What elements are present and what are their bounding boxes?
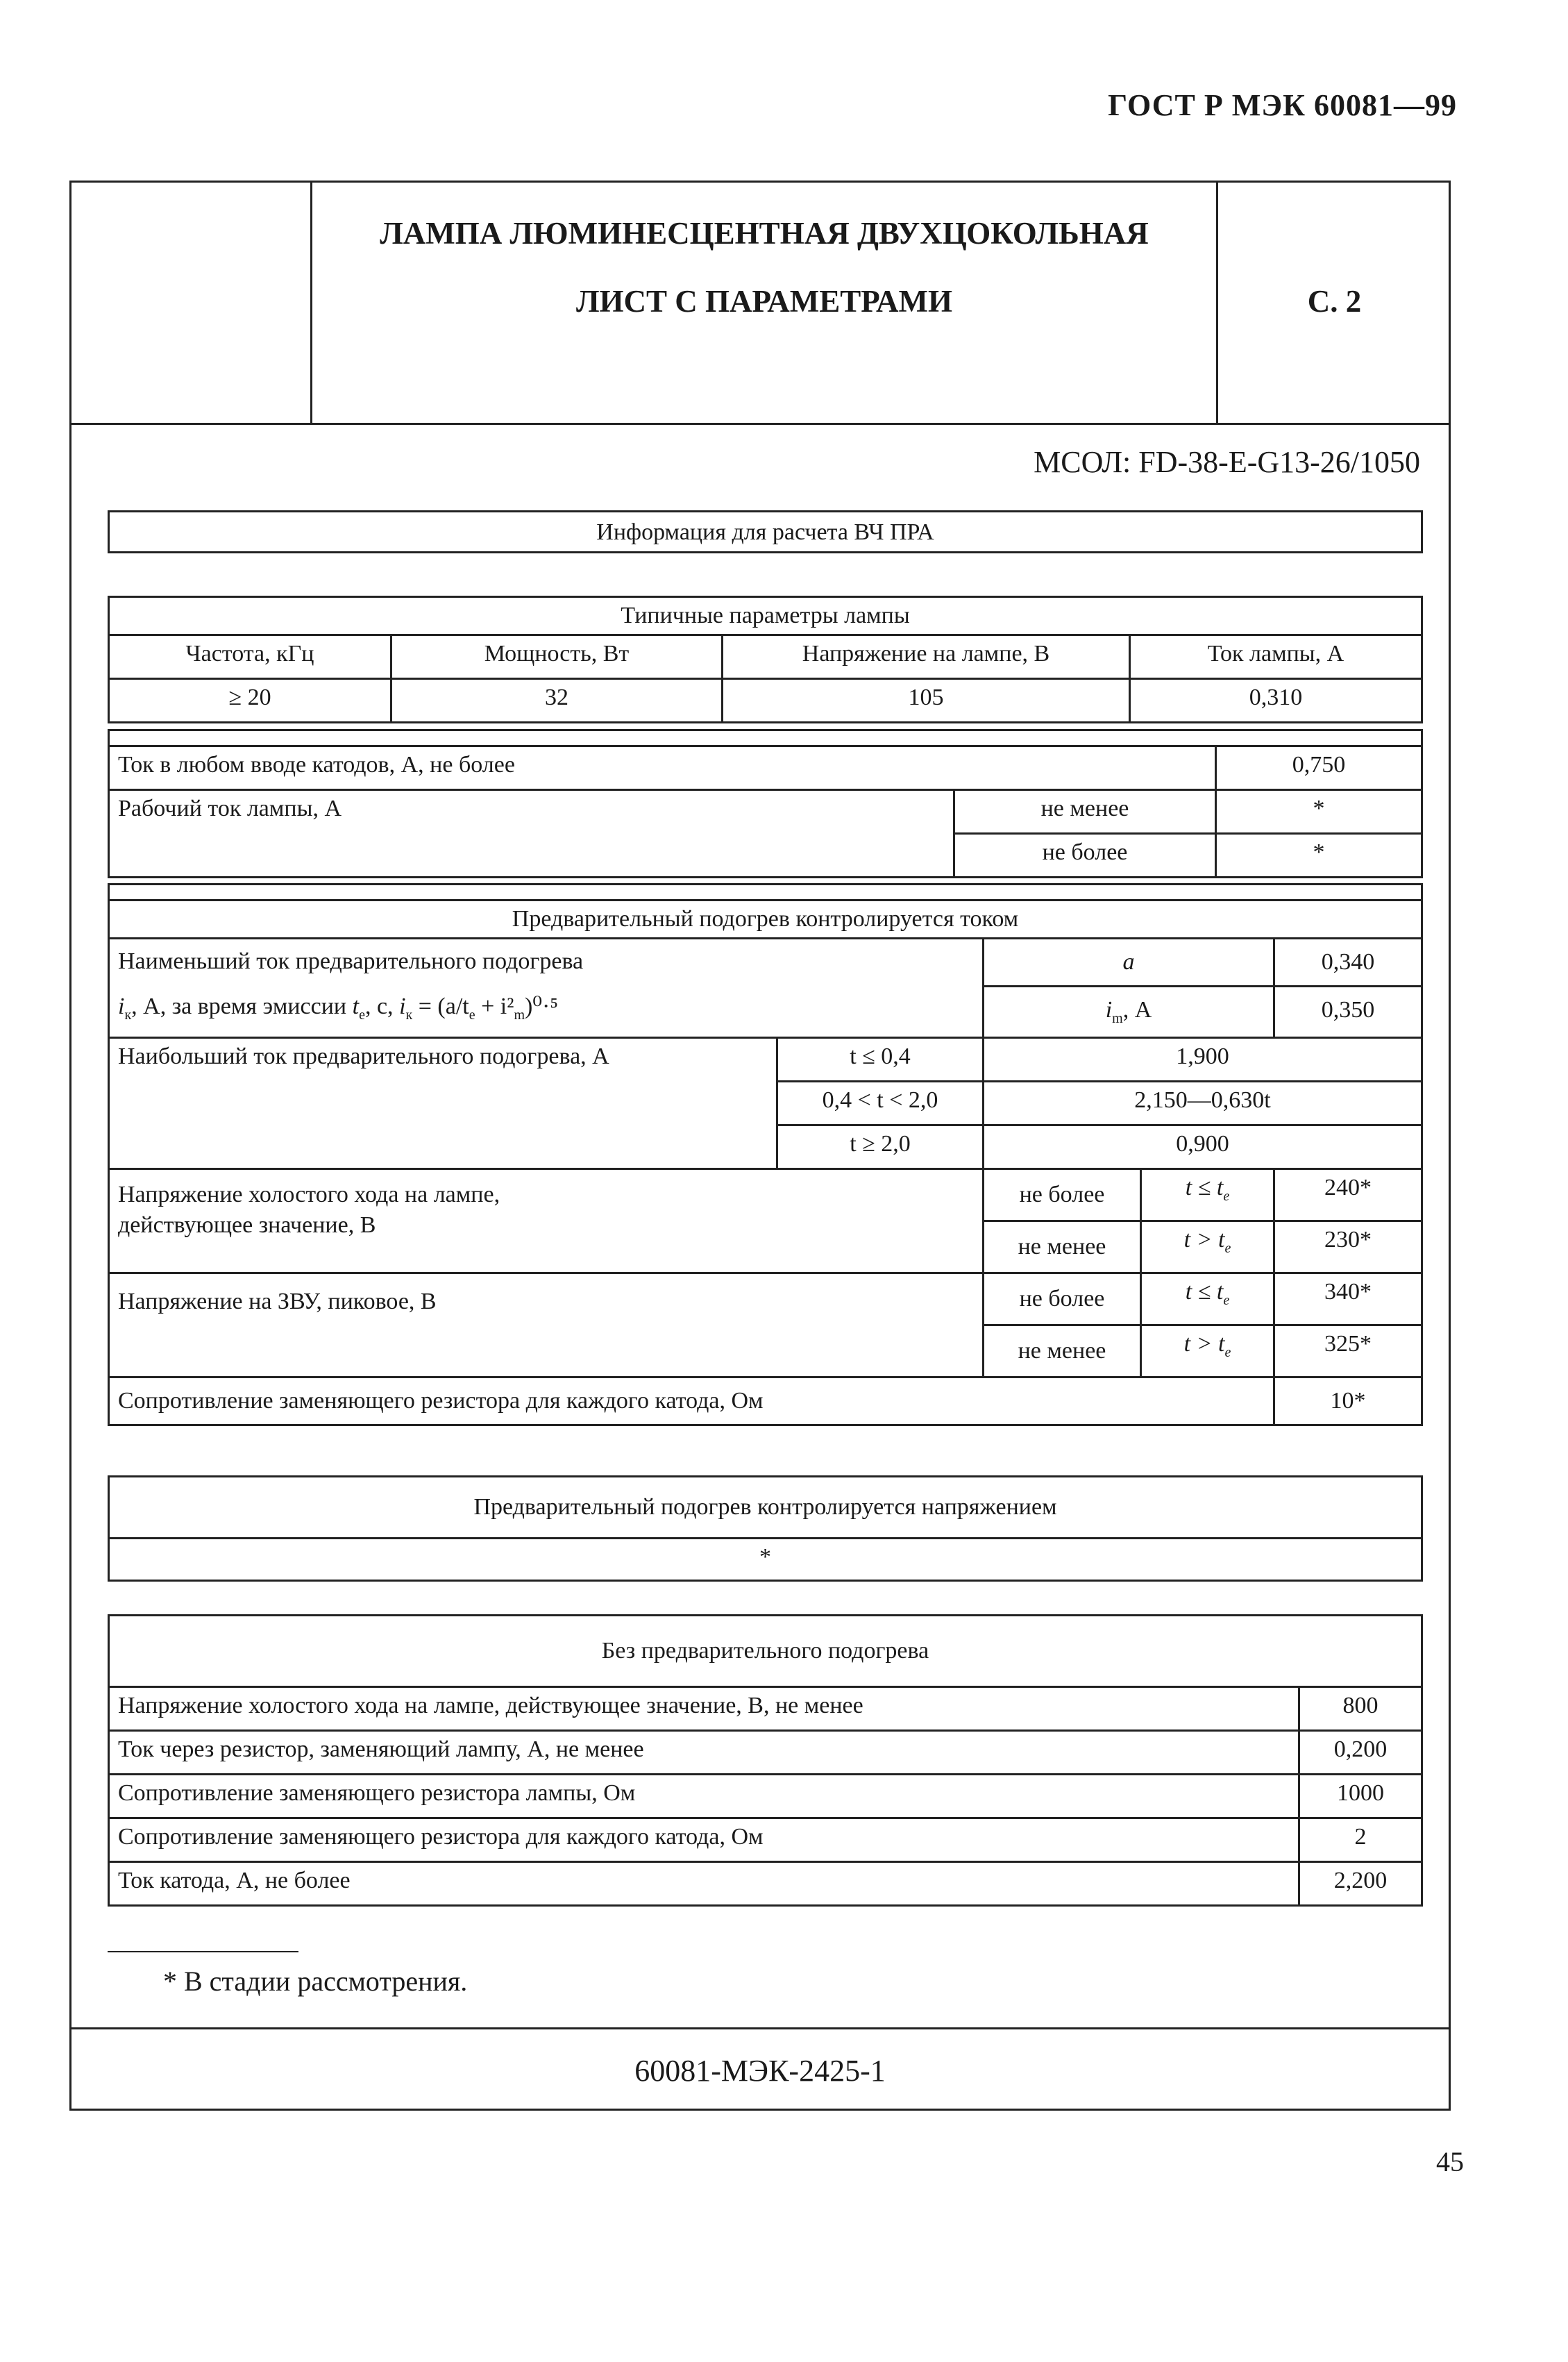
typical-params-table <box>108 596 1423 723</box>
condition-cell: 0,4 < t < 2,0 <box>777 1082 984 1125</box>
no-preheat-table <box>108 1614 1423 1907</box>
spacer-row <box>109 885 1422 901</box>
table-header: Частота, кГц <box>109 635 391 679</box>
formula-text: , с, <box>364 993 400 1019</box>
condition-text: t > t <box>1183 1331 1225 1357</box>
condition-cell: t ≤ 0,4 <box>777 1038 984 1082</box>
footnote: * В стадии рассмотрения. <box>163 1966 468 1997</box>
param-labels <box>984 939 1274 1038</box>
preheat-current-table <box>108 883 1423 1426</box>
param-im-value: 0,350 <box>1321 997 1375 1023</box>
limit-label: не менее <box>984 1221 1141 1273</box>
formula-text: , А, за время эмиссии <box>131 993 353 1019</box>
title-block <box>69 181 1451 425</box>
condition-text: t ≤ t <box>1185 1175 1224 1200</box>
param-values <box>1274 939 1422 1038</box>
row-label: Ток через резистор, заменяющий лампу, А, не менее <box>109 1731 1299 1775</box>
row-value: 2 <box>1299 1818 1422 1862</box>
table-header: Ток лампы, А <box>1130 635 1422 679</box>
condition-cell: $t \le t_e$ <box>1141 1169 1274 1221</box>
min-preheat-label: Наименьший ток предварительного подогрева $i_к$, А, за время эмиссии $t_e$, с, $i_к = (a/t_e + i^2_m)^0\cdot^5$ <box>109 939 984 1038</box>
section-title: Предварительный подогрев контролируется напряжением <box>109 1477 1422 1539</box>
condition-cell: $t > t_e$ <box>1141 1325 1274 1377</box>
param-im-label: $i_m$, А <box>1105 997 1152 1026</box>
value-cell: * <box>109 1539 1422 1581</box>
row-value: 800 <box>1299 1687 1422 1731</box>
resist-value: 10* <box>1274 1377 1422 1425</box>
document-code: 60081-МЭК-2425-1 <box>69 2027 1451 2111</box>
table-cell: 105 <box>723 679 1130 723</box>
condition-text: t > t <box>1183 1227 1225 1253</box>
limit-label: не более <box>984 1169 1141 1221</box>
page-subtitle: ЛИСТ С ПАРАМЕТРАМИ <box>576 284 952 319</box>
value-cell: 340* <box>1274 1273 1422 1325</box>
resist-label: Сопротивление заменяющего резистора для каждого катода, Ом <box>109 1377 1274 1425</box>
currents-table <box>108 729 1423 878</box>
min-preheat-text: Наименьший ток предварительного подогрева <box>118 948 584 974</box>
standard-number: ГОСТ Р МЭК 60081—99 <box>1108 88 1457 122</box>
table-cell: ≥ 20 <box>109 679 391 723</box>
param-a-value: 0,340 <box>1275 939 1421 987</box>
row-value: 0,200 <box>1299 1731 1422 1775</box>
limit-value: * <box>1216 790 1422 834</box>
formula-text: = (a/t <box>418 993 469 1019</box>
condition-cell: $t \le t_e$ <box>1141 1273 1274 1325</box>
table-header: Напряжение на лампе, В <box>723 635 1130 679</box>
page-title: ЛАМПА ЛЮМИНЕСЦЕНТНАЯ ДВУХЦОКОЛЬНАЯ <box>380 216 1149 251</box>
value-cell: 240* <box>1274 1169 1422 1221</box>
work-current-label: Рабочий ток лампы, А <box>109 790 954 878</box>
spacer-row <box>109 730 1422 746</box>
footnote-rule <box>108 1951 298 1952</box>
formula-text: )⁰·⁵ <box>525 993 559 1019</box>
condition-cell: $t > t_e$ <box>1141 1221 1274 1273</box>
table-header: Мощность, Вт <box>391 635 723 679</box>
value-cell: 325* <box>1274 1325 1422 1377</box>
sheet-number: С. 2 <box>1307 284 1362 319</box>
limit-label: не более <box>954 834 1216 878</box>
condition-cell: t ≥ 2,0 <box>777 1125 984 1169</box>
zvu-label: Напряжение на ЗВУ, пиковое, В <box>109 1273 984 1377</box>
lamp-code: МСОЛ: FD-38-E-G13-26/1050 <box>1034 445 1420 479</box>
limit-label: не более <box>984 1273 1141 1325</box>
limit-label: не менее <box>984 1325 1141 1377</box>
value-cell: 230* <box>1274 1221 1422 1273</box>
preheat-voltage-table <box>108 1475 1423 1582</box>
ocv-label-line1: Напряжение холостого хода на лампе, <box>118 1182 500 1207</box>
limit-label: не менее <box>954 790 1216 834</box>
row-label: Сопротивление заменяющего резистора лампы, Ом <box>109 1775 1299 1818</box>
value-cell: 2,150—0,630t <box>984 1082 1422 1125</box>
condition-text: t ≤ t <box>1185 1279 1224 1305</box>
param-a-label: a <box>984 939 1273 987</box>
row-label: Ток катода, А, не более <box>109 1862 1299 1906</box>
formula-symbol: i <box>118 993 125 1019</box>
value-cell: 1,900 <box>984 1038 1422 1082</box>
formula-symbol: t <box>352 993 360 1019</box>
row-value: 1000 <box>1299 1775 1422 1818</box>
table-title: Типичные параметры лампы <box>109 597 1422 635</box>
value-cell: 0,900 <box>984 1125 1422 1169</box>
page-number: 45 <box>1436 2146 1464 2177</box>
section-title: Без предварительного подогрева <box>109 1616 1422 1687</box>
limit-value: * <box>1216 834 1422 878</box>
row-label: Напряжение холостого хода на лампе, действующее значение, В, не менее <box>109 1687 1299 1731</box>
formula-text: + i² <box>475 993 514 1019</box>
row-label: Сопротивление заменяющего резистора для каждого катода, Ом <box>109 1818 1299 1862</box>
cathode-current-label: Ток в любом вводе катодов, А, не более <box>109 746 1216 790</box>
table-cell: 32 <box>391 679 723 723</box>
ocv-label-line2: действующее значение, В <box>118 1212 376 1239</box>
cathode-current-value: 0,750 <box>1216 746 1422 790</box>
row-value: 2,200 <box>1299 1862 1422 1906</box>
section-title: Предварительный подогрев контролируется током <box>109 901 1422 939</box>
table-cell: 0,310 <box>1130 679 1422 723</box>
info-title: Информация для расчета ВЧ ПРА <box>108 510 1423 553</box>
param-im-unit: , А <box>1122 997 1152 1023</box>
max-preheat-label: Наибольший ток предварительного подогрева, А <box>109 1038 777 1169</box>
ocv-label <box>109 1169 984 1273</box>
